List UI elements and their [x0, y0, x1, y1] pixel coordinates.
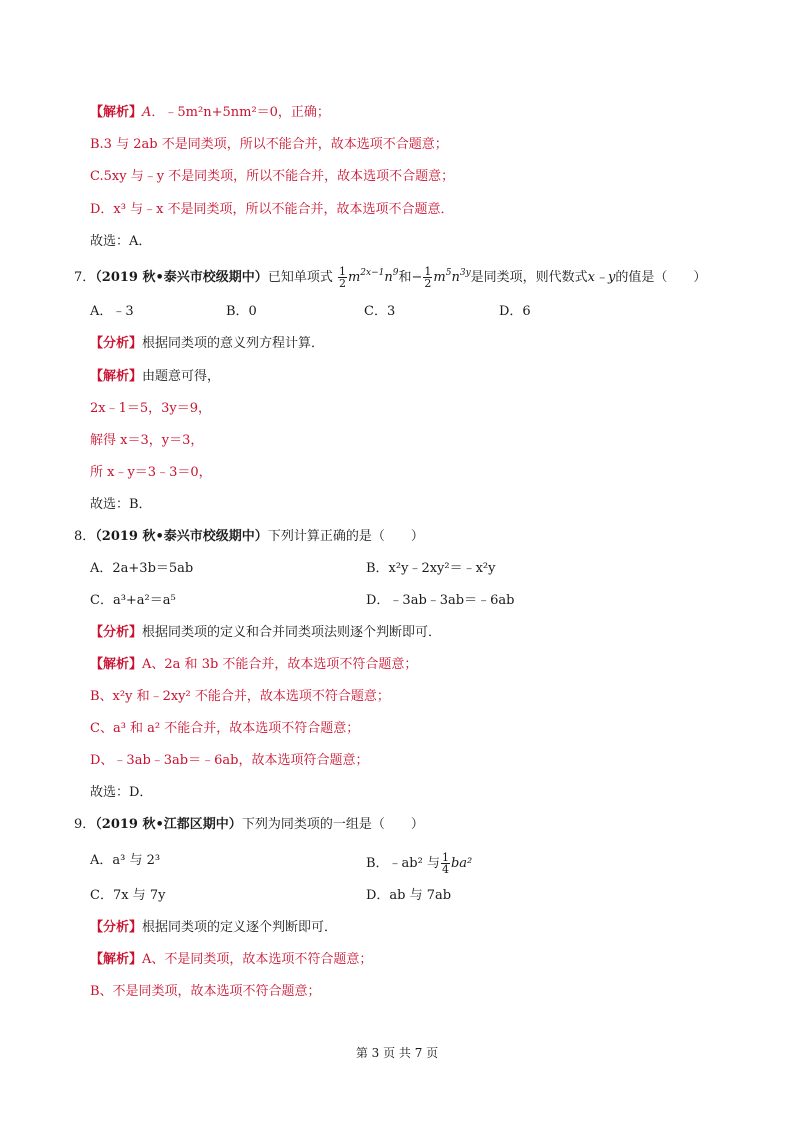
jiexi-tag: 【解析】	[90, 952, 143, 967]
q7-option-d: D．6	[499, 304, 531, 319]
q7-stem-part3: 是同类项，则代数式	[470, 270, 588, 285]
q8-answer: 故选：D．	[90, 785, 153, 800]
analysis-text: ．﹣5m²n+5nm²＝0，正确；	[151, 105, 330, 120]
q7-monomial-1: $m^{2x-1}n^9$	[347, 268, 399, 285]
q8-fenxi	[90, 624, 441, 642]
fenxi-tag: 【分析】	[90, 625, 143, 640]
q8-analysis-b: B、x²y 和﹣2xy² 不能合并，故本选项不符合题意；	[90, 689, 390, 704]
analysis-tag: 【解析】	[90, 105, 143, 120]
q8-option-a: A．2a+3b＝5ab	[90, 561, 194, 576]
q9-fraction-quarter: $\frac{1}{4}$	[441, 851, 449, 876]
jiexi-tag: 【解析】	[90, 657, 143, 672]
q9-fenxi	[90, 919, 337, 937]
q8-number: 8．	[74, 529, 96, 544]
q9-jiexi	[90, 951, 372, 969]
q7-fenxi	[90, 335, 324, 353]
fenxi-text: 根据同类项的定义和合并同类项法则逐个判断即可．	[142, 625, 442, 640]
q7-monomial-2: $m^5n^{3y}$	[433, 268, 471, 285]
jiexi-tag: 【解析】	[90, 369, 143, 384]
q7-answer: 故选：B．	[90, 497, 152, 512]
fenxi-text: 根据同类项的定义逐个判断即可．	[142, 920, 338, 935]
q7-source: （2019 秋•泰兴市校级期中）	[95, 270, 268, 285]
p6-analysis-line3: C.5xy 与﹣y 不是同类项，所以不能合并，故本选项不合题意；	[90, 169, 455, 184]
q9-stem-text: 下列为同类项的一组是（ ）	[241, 817, 424, 832]
q9-option-b-pre: B．﹣ab² 与	[366, 856, 440, 871]
q9-analysis-b: B、不是同类项，故本选项不符合题意；	[90, 984, 321, 999]
q9-option-c: C．7x 与 7y	[90, 888, 166, 903]
jiexi-text: 由题意可得，	[142, 369, 221, 384]
q9-stem	[74, 816, 424, 834]
fenxi-tag: 【分析】	[90, 336, 143, 351]
q9-option-a: A．a³ 与 2³	[90, 853, 161, 868]
q7-option-c: C．3	[364, 304, 396, 319]
q8-stem	[74, 528, 424, 546]
q7-fraction-half-2: $\frac{1}{2}$	[424, 265, 432, 290]
jiexi-text: A、不是同类项，故本选项不符合题意；	[142, 952, 373, 967]
fenxi-text: 根据同类项的意义列方程计算．	[142, 336, 325, 351]
q8-option-c: C．a³+a²＝a⁵	[90, 593, 176, 608]
p6-analysis-line1	[90, 104, 330, 122]
q8-analysis-c: C、a³ 和 a² 不能合并，故本选项不符合题意；	[90, 721, 360, 736]
q8-option-b: B．x²y﹣2xy²＝﹣x²y	[366, 561, 496, 576]
q7-number: 7．	[74, 270, 96, 285]
q7-jiexi	[90, 368, 220, 386]
option-letter: A	[142, 105, 152, 120]
q7-step-2: 解得 x＝3，y＝3，	[90, 433, 204, 448]
p6-analysis-line2: B.3 与 2ab 不是同类项，所以不能合并，故本选项不合题意；	[90, 137, 448, 152]
q9-option-d: D．ab 与 7ab	[366, 888, 452, 903]
q7-fraction-half: $\frac{1}{2}$	[338, 265, 346, 290]
q7-option-a: A．﹣3	[90, 304, 134, 319]
q7-stem: 7．（2019 秋•泰兴市校级期中）已知单项式 $\frac{1}{2}$ $m^{2x-1}n^9$和− $\frac{1}{2}$ $m^5n^{3y}$是同类项，则代数式x﹣y的值是（ ）	[74, 265, 707, 290]
q7-option-b: B．0	[226, 304, 257, 319]
q9-source: （2019 秋•江都区期中）	[95, 817, 242, 832]
q8-analysis-d: D、﹣3ab﹣3ab＝﹣6ab，故本选项符合题意；	[90, 753, 369, 768]
q8-option-d: D．﹣3ab﹣3ab＝﹣6ab	[366, 593, 515, 608]
jiexi-text: A、2a 和 3b 不能合并，故本选项不符合题意；	[142, 657, 418, 672]
q7-stem-part1: 已知单项式	[267, 270, 333, 285]
page-footer: 第 3 页 共 7 页	[355, 1046, 439, 1060]
q9-number: 9．	[74, 817, 96, 832]
q7-expression: x﹣y	[587, 270, 616, 285]
q8-source: （2019 秋•泰兴市校级期中）	[95, 529, 268, 544]
q8-stem-text: 下列计算正确的是（ ）	[267, 529, 424, 544]
q8-jiexi	[90, 656, 417, 674]
fenxi-tag: 【分析】	[90, 920, 143, 935]
q7-stem-part4: 的值是（ ）	[615, 270, 707, 285]
q7-step-3: 所 x﹣y＝3﹣3＝0，	[90, 465, 212, 480]
p6-analysis-line4: D．x³ 与﹣x 不是同类项，所以不能合并，故本选项不合题意．	[90, 202, 454, 217]
q9-option-b	[366, 852, 472, 875]
p6-answer: 故选：A．	[90, 234, 152, 249]
q9-option-b-post: ba²	[450, 856, 473, 871]
q7-step-1: 2x﹣1＝5，3y＝9，	[90, 401, 212, 416]
q7-stem-part2: 和	[398, 270, 412, 285]
